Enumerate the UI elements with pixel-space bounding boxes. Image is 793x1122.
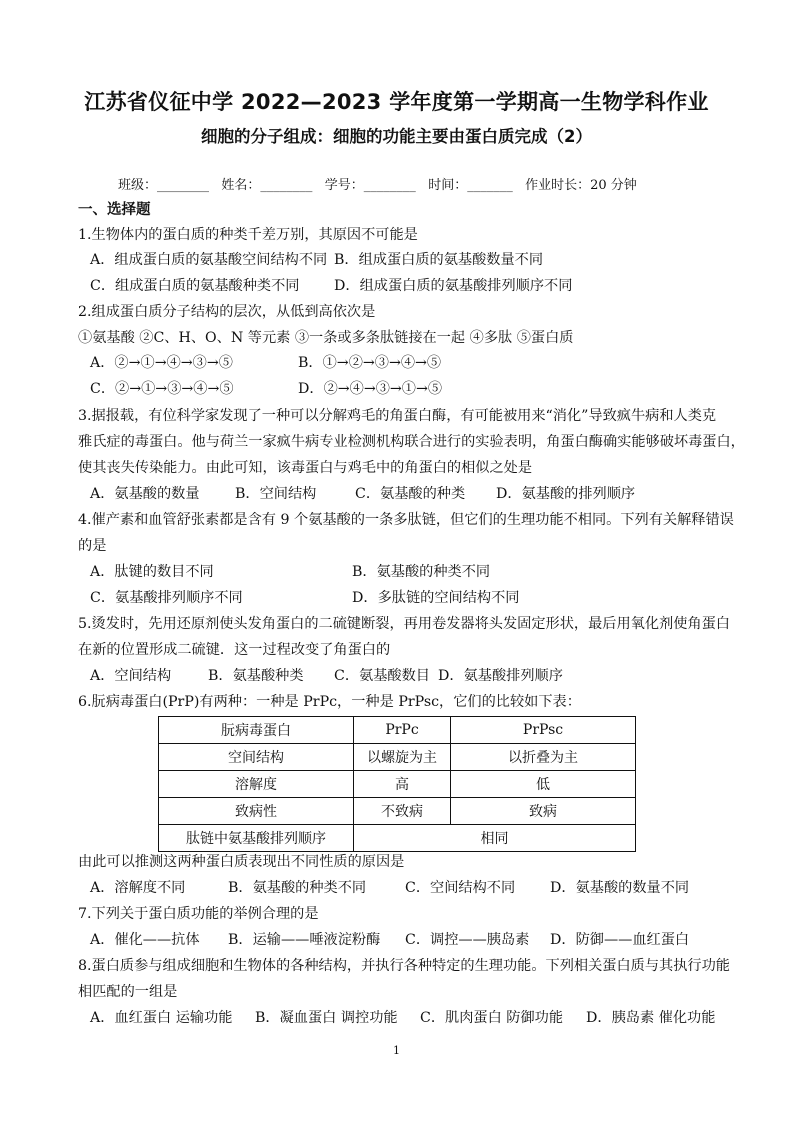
question-7-option-b: B．运输——唾液淀粉酶 xyxy=(228,932,381,948)
question-4-stem-line1: 4.催产素和血管舒张素都是含有 9 个氨基酸的一条多肽链，但它们的生理功能不相同。下列有关解释错误 xyxy=(78,512,734,528)
page-number: 1 xyxy=(393,1044,400,1057)
question-4-stem-line2: 的是 xyxy=(78,538,107,554)
question-6-followup: 由此可以推测这两种蛋白质表现出不同性质的原因是 xyxy=(78,854,405,870)
question-4-option-b: B．氨基酸的种类不同 xyxy=(352,564,491,580)
table-row xyxy=(159,825,636,852)
table-row xyxy=(159,744,636,771)
question-3-option-c: C．氨基酸的种类 xyxy=(355,486,466,502)
student-info-line: 班级：________ 姓名：________ 学号：________ 时间：_______ 作业时长：20 分钟 xyxy=(118,178,637,193)
question-5-option-d: D．氨基酸排列顺序 xyxy=(438,668,563,684)
question-3-option-d: D．氨基酸的排列顺序 xyxy=(496,486,636,502)
question-5-stem-line1: 5.烫发时，先用还原剂使头发角蛋白的二硫键断裂，再用卷发器将头发固定形状，最后用氧化剂使角蛋白 xyxy=(78,616,730,632)
table-row xyxy=(159,771,636,798)
question-8-option-b: B．凝血蛋白 调控功能 xyxy=(255,1010,398,1026)
table-cell: 以螺旋为主 xyxy=(354,744,451,771)
question-6-option-a: A．溶解度不同 xyxy=(90,880,186,896)
question-7-option-c: C．调控——胰岛素 xyxy=(405,932,530,948)
question-2-stem: 2.组成蛋白质分子结构的层次，从低到高依次是 xyxy=(78,304,376,320)
question-6-stem: 6.朊病毒蛋白(PrP)有两种：一种是 PrPc，一种是 PrPsc，它们的比较如下表： xyxy=(78,694,581,710)
question-2-option-a: A．②→①→④→③→⑤ xyxy=(90,355,233,371)
table-row xyxy=(159,798,636,825)
page-subtitle: 细胞的分子组成：细胞的功能主要由蛋白质完成（2） xyxy=(201,127,592,146)
question-3-stem-line2: 雅氏症的毒蛋白。他与荷兰一家疯牛病专业检测机构联合进行的实验表明，角蛋白酶确实能够破坏毒蛋白， xyxy=(78,434,745,450)
question-6-option-c: C．空间结构不同 xyxy=(405,880,516,896)
table-cell: 溶解度 xyxy=(159,771,354,798)
table-header-cell: 朊病毒蛋白 xyxy=(159,717,354,744)
table-row xyxy=(159,717,636,744)
table-cell: 肽链中氨基酸排列顺序 xyxy=(159,825,354,852)
question-5-option-c: C．氨基酸数目 xyxy=(334,668,430,684)
table-cell: 致病性 xyxy=(159,798,354,825)
table-header-cell: PrPsc xyxy=(451,717,636,744)
page-title: 江苏省仪征中学 2022—2023 学年度第一学期高一生物学科作业 xyxy=(84,90,709,114)
question-1-option-b: B．组成蛋白质的氨基酸数量不同 xyxy=(334,252,544,268)
question-3-stem-line3: 使其丧失传染能力。由此可知，该毒蛋白与鸡毛中的角蛋白的相似之处是 xyxy=(78,460,533,476)
question-3-option-a: A．氨基酸的数量 xyxy=(90,486,200,502)
table-cell: 低 xyxy=(451,771,636,798)
question-4-option-d: D．多肽链的空间结构不同 xyxy=(352,590,520,606)
question-3-option-b: B．空间结构 xyxy=(235,486,317,502)
comparison-table xyxy=(158,716,636,852)
section-heading: 一、选择题 xyxy=(78,202,151,218)
table-header-cell: PrPc xyxy=(354,717,451,744)
question-1-option-a: A．组成蛋白质的氨基酸空间结构不同 xyxy=(90,252,328,268)
question-7-option-d: D．防御——血红蛋白 xyxy=(550,932,690,948)
table-cell: 相同 xyxy=(354,825,636,852)
question-5-option-b: B．氨基酸种类 xyxy=(208,668,304,684)
table-cell: 致病 xyxy=(451,798,636,825)
question-7-stem: 7.下列关于蛋白质功能的举例合理的是 xyxy=(78,906,319,922)
question-4-option-c: C．氨基酸排列顺序不同 xyxy=(90,590,243,606)
question-8-option-a: A．血红蛋白 运输功能 xyxy=(90,1010,233,1026)
question-3-stem-line1: 3.据报载，有位科学家发现了一种可以分解鸡毛的角蛋白酶，有可能被用来“消化”导致疯牛病和人类克 xyxy=(78,408,717,424)
question-4-option-a: A．肽键的数目不同 xyxy=(90,564,214,580)
table-cell: 高 xyxy=(354,771,451,798)
question-2-items: ①氨基酸 ②C、H、O、N 等元素 ③一条或多条肽链接在一起 ④多肽 ⑤蛋白质 xyxy=(78,330,574,346)
table-cell: 以折叠为主 xyxy=(451,744,636,771)
question-1-option-d: D．组成蛋白质的氨基酸排列顺序不同 xyxy=(334,278,573,294)
question-8-stem-line1: 8.蛋白质参与组成细胞和生物体的各种结构，并执行各种特定的生理功能。下列相关蛋白质与其执行功能 xyxy=(78,958,730,974)
question-2-option-c: C．②→①→③→④→⑤ xyxy=(90,381,234,397)
question-2-option-b: B．①→②→③→④→⑤ xyxy=(298,355,442,371)
question-8-option-d: D．胰岛素 催化功能 xyxy=(586,1010,716,1026)
question-8-option-c: C．肌肉蛋白 防御功能 xyxy=(420,1010,564,1026)
question-5-stem-line2: 在新的位置形成二硫键．这一过程改变了角蛋白的 xyxy=(78,642,391,658)
question-8-stem-line2: 相匹配的一组是 xyxy=(78,984,178,1000)
question-6-option-b: B．氨基酸的种类不同 xyxy=(228,880,367,896)
question-1-stem: 1.生物体内的蛋白质的种类千差万别，其原因不可能是 xyxy=(78,227,418,243)
question-5-option-a: A．空间结构 xyxy=(90,668,172,684)
table-cell: 不致病 xyxy=(354,798,451,825)
table-cell: 空间结构 xyxy=(159,744,354,771)
question-6-option-d: D．氨基酸的数量不同 xyxy=(550,880,690,896)
question-2-option-d: D．②→④→③→①→⑤ xyxy=(298,381,443,397)
question-7-option-a: A．催化——抗体 xyxy=(90,932,200,948)
question-1-option-c: C．组成蛋白质的氨基酸种类不同 xyxy=(90,278,300,294)
